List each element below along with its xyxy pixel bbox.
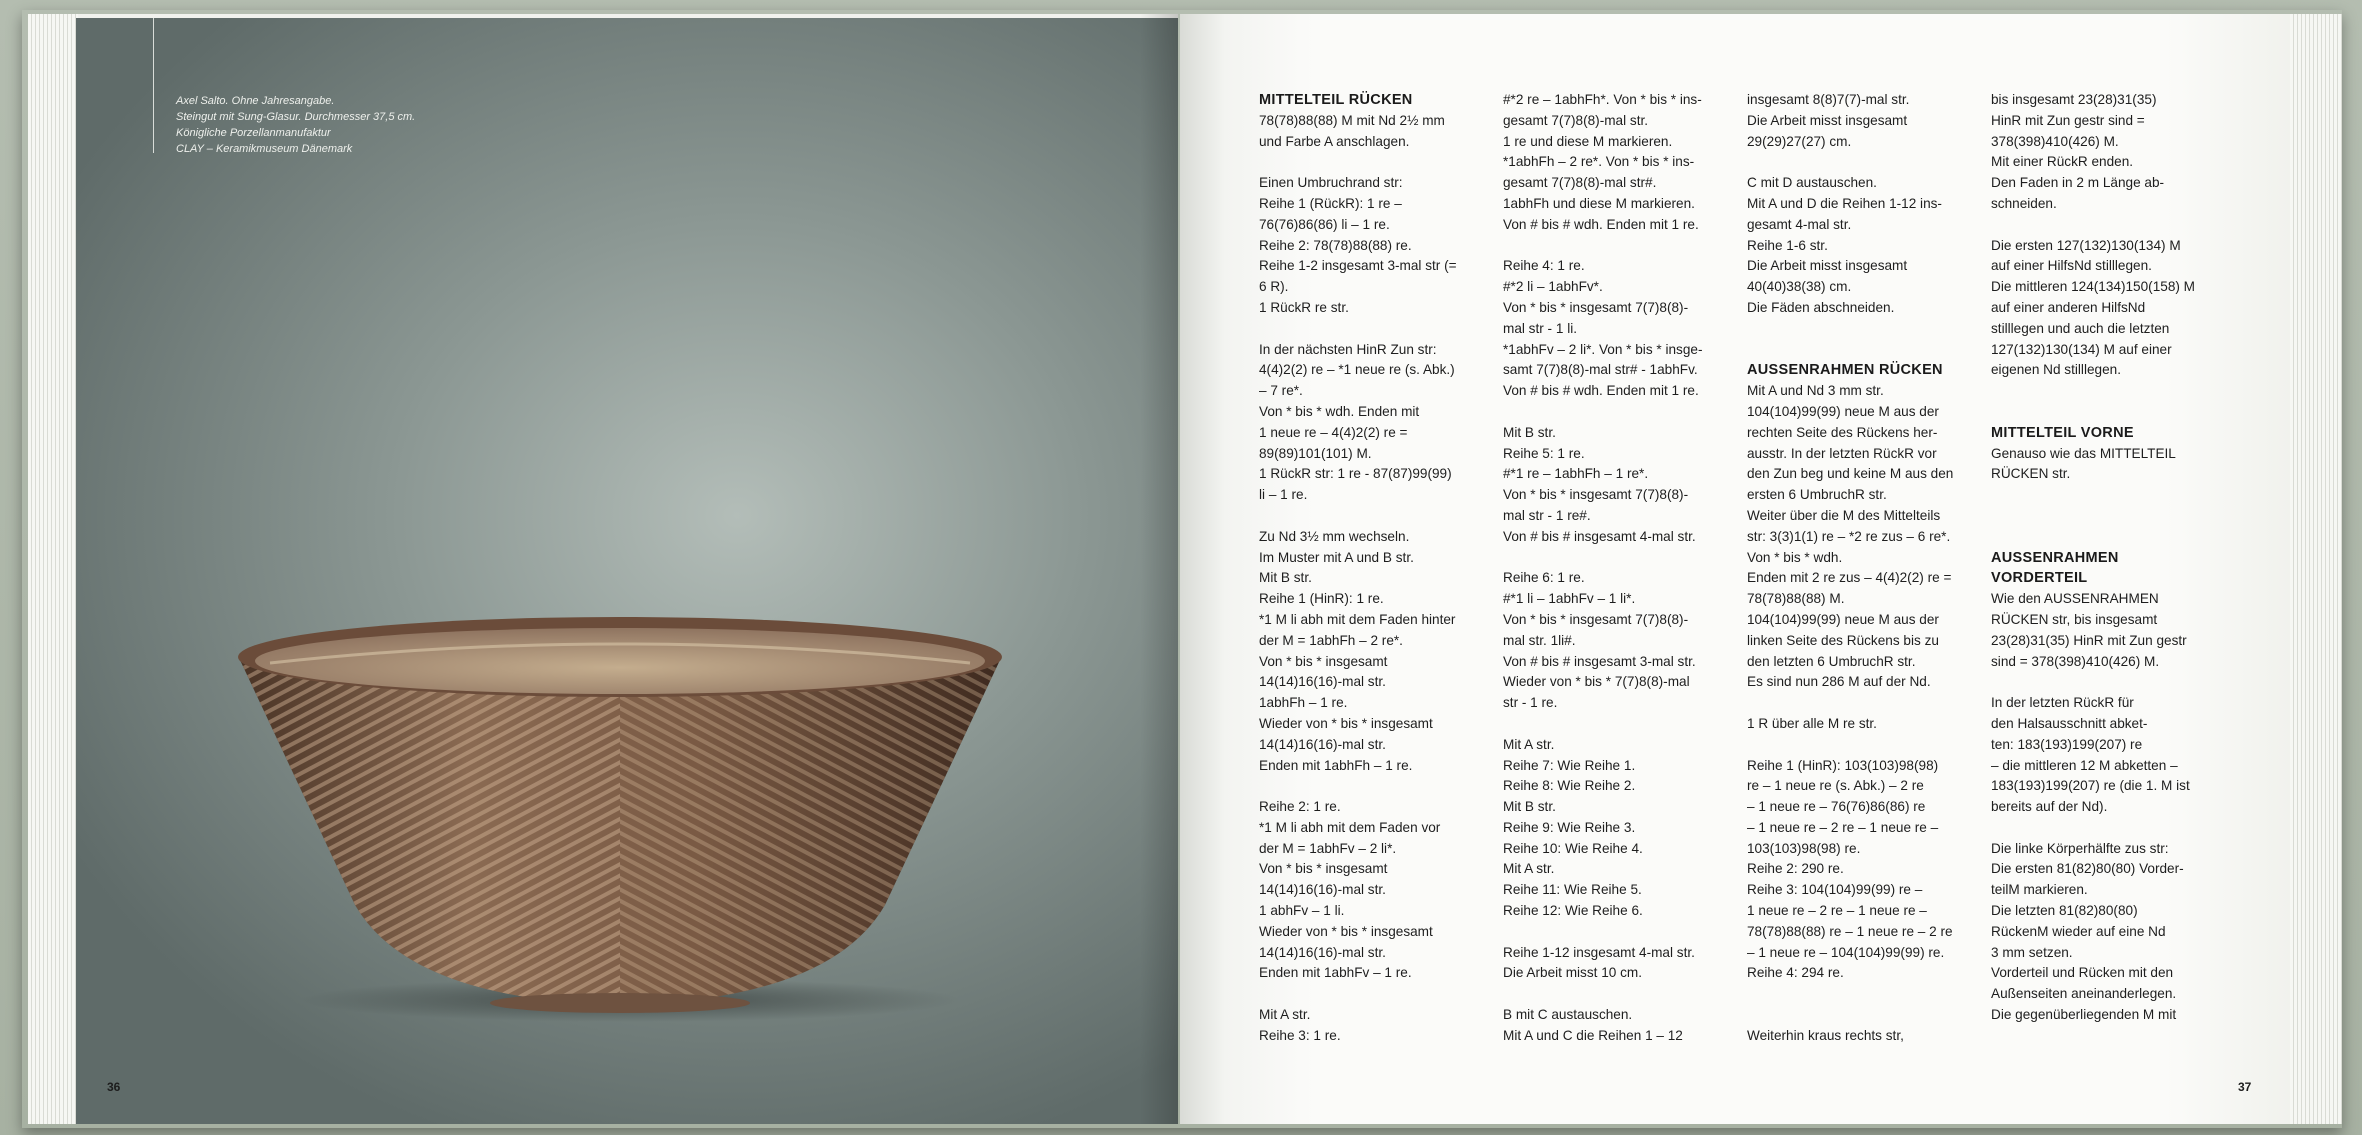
text-line: eigenen Nd stilllegen. (1991, 362, 2121, 378)
blank-line (1991, 215, 2195, 236)
text-line: – die mittleren 12 M abketten – (1991, 757, 2178, 773)
text-line: der M = 1abhFv – 2 li*. (1259, 840, 1397, 856)
section-heading: MITTELTEIL RÜCKEN (1259, 92, 1413, 108)
text-line: Reihe 1-6 str. (1747, 237, 1828, 253)
text-line: den letzten 6 UmbruchR str. (1747, 653, 1916, 669)
text-line: 1 RückR str: 1 re - 87(87)99(99) (1259, 466, 1452, 482)
blank-line (1503, 236, 1703, 257)
text-line: str: 3(3)1(1) re – *2 re zus – 6 re*. (1747, 528, 1951, 544)
text-line: In der letzten RückR für (1991, 695, 2134, 711)
text-line: 1 neue re – 4(4)2(2) re = (1259, 424, 1408, 440)
text-line: *1 M li abh mit dem Faden hinter (1259, 611, 1456, 627)
text-line: Wieder von * bis * insgesamt (1259, 923, 1433, 939)
text-line: Von # bis # wdh. Enden mit 1 re. (1503, 216, 1699, 232)
gutter-shadow (1140, 14, 1178, 1124)
ceramic-bowl-image (230, 605, 1010, 1025)
text-line: Von # bis # insgesamt 3-mal str. (1503, 653, 1696, 669)
blank-line (1991, 506, 2195, 527)
text-line: #*2 li – 1abhFv*. (1503, 279, 1603, 295)
text-line: Reihe 4: 1 re. (1503, 258, 1585, 274)
text-line: #*1 li – 1abhFv – 1 li*. (1503, 591, 1636, 607)
blank-line (1991, 818, 2195, 839)
text-line: re – 1 neue re (s. Abk.) – 2 re (1747, 778, 1924, 794)
section-heading: AUSSENRAHMEN (1991, 549, 2119, 566)
text-line: 78(78)88(88) M mit Nd 2½ mm (1259, 112, 1445, 128)
blank-line (1503, 984, 1703, 1005)
text-line: Reihe 8: Wie Reihe 2. (1503, 778, 1636, 794)
text-line: 3 mm setzen. (1991, 944, 2073, 960)
text-line: 104(104)99(99) neue M aus der (1747, 403, 1939, 419)
text-line: Reihe 9: Wie Reihe 3. (1503, 819, 1636, 835)
text-line: 14(14)16(16)-mal str. (1259, 736, 1386, 752)
text-line: str - 1 re. (1503, 695, 1558, 711)
text-line: bereits auf der Nd). (1991, 799, 2108, 815)
text-line: *1abhFh – 2 re*. Von * bis * ins- (1503, 154, 1695, 170)
text-column-2 (1503, 90, 1703, 1047)
section-heading: VORDERTEIL (1991, 570, 2088, 587)
text-line: RÜCKEN str. (1991, 466, 2071, 482)
text-line: – 1 neue re – 76(76)86(86) re (1747, 799, 1926, 815)
text-line: gesamt 7(7)8(8)-mal str#. (1503, 175, 1657, 191)
blank-line (1747, 340, 1953, 361)
text-line: 23(28)31(35) HinR mit Zun gestr (1991, 632, 2187, 648)
text-line: Die Arbeit misst insgesamt (1747, 258, 1908, 274)
text-line: In der nächsten HinR Zun str: (1259, 341, 1437, 357)
text-line: Von * bis * insgesamt (1259, 653, 1388, 669)
blank-line (1503, 714, 1703, 735)
text-line: 1 RückR re str. (1259, 299, 1349, 315)
text-line: Reihe 3: 104(104)99(99) re – (1747, 882, 1923, 898)
text-line: Genauso wie das MITTELTEIL (1991, 445, 2176, 461)
text-line: 1abhFh und diese M markieren. (1503, 195, 1695, 211)
blank-line (1259, 506, 1457, 527)
text-line: Den Faden in 2 m Länge ab- (1991, 175, 2165, 191)
text-line: Weiter über die M des Mittelteils (1747, 507, 1941, 523)
blank-line (1503, 922, 1703, 943)
text-line: Die Arbeit misst 10 cm. (1503, 965, 1642, 981)
text-line: Reihe 10: Wie Reihe 4. (1503, 840, 1643, 856)
text-line: Reihe 6: 1 re. (1503, 570, 1585, 586)
text-line: 76(76)86(86) li – 1 re. (1259, 216, 1390, 232)
blank-line (1259, 319, 1457, 340)
text-line: mal str. 1li#. (1503, 632, 1576, 648)
text-line: bis insgesamt 23(28)31(35) (1991, 92, 2157, 107)
blank-line (1503, 548, 1703, 569)
text-line: Reihe 11: Wie Reihe 5. (1503, 882, 1642, 898)
text-line: Vorderteil und Rücken mit den (1991, 965, 2174, 981)
text-line: ausstr. In der letzten RückR vor (1747, 445, 1937, 461)
page-number: 37 (2238, 1080, 2252, 1094)
text-line: 78(78)88(88) M. (1747, 591, 1845, 607)
blank-line (1991, 485, 2195, 506)
text-line: Die Arbeit misst insgesamt (1747, 112, 1908, 128)
caption-line: Königliche Porzellanmanufaktur (176, 127, 331, 139)
text-line: ten: 183(193)199(207) re (1991, 736, 2143, 752)
text-line: Mit A und C die Reihen 1 – 12 (1503, 1027, 1683, 1043)
caption-line: Steingut mit Sung-Glasur. Durchmesser 37,5 cm. (176, 111, 416, 123)
page-number: 36 (107, 1080, 121, 1094)
text-line: Mit B str. (1503, 799, 1556, 815)
text-line: Die linke Körperhälfte zus str: (1991, 840, 2169, 856)
text-line: Im Muster mit A und B str. (1259, 549, 1414, 565)
text-line: Von # bis # wdh. Enden mit 1 re. (1503, 383, 1699, 399)
text-line: Es sind nun 286 M auf der Nd. (1747, 674, 1931, 690)
blank-line (1747, 735, 1953, 756)
text-line: gesamt 4-mal str. (1747, 216, 1852, 232)
text-line: Enden mit 1abhFh – 1 re. (1259, 757, 1413, 773)
text-line: schneiden. (1991, 195, 2057, 211)
text-line: 127(132)130(134) M auf einer (1991, 341, 2172, 357)
text-line: C mit D austauschen. (1747, 175, 1877, 191)
blank-line (1259, 152, 1457, 173)
text-line: li – 1 re. (1259, 487, 1308, 503)
blank-line (1747, 152, 1953, 173)
text-line: Von * bis * insgesamt 7(7)8(8)- (1503, 299, 1689, 315)
text-line: Reihe 4: 294 re. (1747, 965, 1844, 981)
text-line: Reihe 2: 290 re. (1747, 861, 1844, 877)
text-line: Reihe 5: 1 re. (1503, 445, 1585, 461)
text-line: 6 R). (1259, 279, 1289, 295)
text-line: gesamt 7(7)8(8)-mal str. (1503, 112, 1649, 128)
text-line: Reihe 2: 78(78)88(88) re. (1259, 237, 1412, 253)
text-line: sind = 378(398)410(426) M. (1991, 653, 2160, 669)
text-line: der M = 1abhFh – 2 re*. (1259, 632, 1403, 648)
text-line: und Farbe A anschlagen. (1259, 133, 1410, 149)
text-line: RÜCKEN str, bis insgesamt (1991, 611, 2158, 627)
text-line: 4(4)2(2) re – *1 neue re (s. Abk.) (1259, 362, 1455, 378)
text-line: Die letzten 81(82)80(80) (1991, 903, 2138, 919)
text-line: Außenseiten aneinanderlegen. (1991, 986, 2177, 1002)
text-line: auf einer HilfsNd stilllegen. (1991, 258, 2152, 274)
text-line: samt 7(7)8(8)-mal str# - 1abhFv. (1503, 362, 1698, 378)
blank-line (1503, 402, 1703, 423)
text-line: B mit C austauschen. (1503, 1007, 1633, 1023)
text-line: Wie den AUSSENRAHMEN (1991, 591, 2159, 607)
blank-line (1747, 1005, 1953, 1026)
text-line: insgesamt 8(8)7(7)-mal str. (1747, 92, 1910, 107)
text-line: HinR mit Zun gestr sind = (1991, 112, 2145, 128)
text-column-3 (1747, 90, 1953, 1047)
page-edges-left (28, 14, 78, 1124)
blank-line (1259, 776, 1457, 797)
text-line: Enden mit 1abhFv – 1 re. (1259, 965, 1412, 981)
text-line: Mit B str. (1259, 570, 1312, 586)
text-line: rechten Seite des Rückens her- (1747, 424, 1938, 440)
text-line: Von * bis * insgesamt 7(7)8(8)- (1503, 611, 1689, 627)
text-line: Einen Umbruchrand str: (1259, 175, 1403, 191)
text-line: mal str - 1 li. (1503, 320, 1578, 336)
caption-line: Axel Salto. Ohne Jahresangabe. (176, 95, 335, 107)
text-line: Die gegenüberliegenden M mit (1991, 1007, 2177, 1023)
text-line: – 1 neue re – 104(104)99(99) re. (1747, 944, 1945, 960)
text-line: 89(89)101(101) M. (1259, 445, 1372, 461)
text-line: Reihe 1 (HinR): 1 re. (1259, 591, 1384, 607)
text-line: Mit B str. (1503, 424, 1556, 440)
text-column-1 (1259, 90, 1457, 1047)
text-line: Mit A und D die Reihen 1-12 ins- (1747, 195, 1942, 211)
text-line: Mit einer RückR enden. (1991, 154, 2134, 170)
text-line: 14(14)16(16)-mal str. (1259, 674, 1386, 690)
text-line: 1 re und diese M markieren. (1503, 133, 1673, 149)
text-line: Von * bis * insgesamt (1259, 861, 1388, 877)
text-line: Reihe 1 (RückR): 1 re – (1259, 195, 1402, 211)
text-line: 1 neue re – 2 re – 1 neue re – (1747, 903, 1927, 919)
blank-line (1747, 984, 1953, 1005)
text-line: 14(14)16(16)-mal str. (1259, 944, 1386, 960)
text-line: Weiterhin kraus rechts str, (1747, 1027, 1904, 1043)
text-line: Reihe 2: 1 re. (1259, 799, 1341, 815)
blank-line (1747, 319, 1953, 340)
text-line: RückenM wieder auf eine Nd (1991, 923, 2166, 939)
blank-line (1991, 402, 2195, 423)
text-line: Wieder von * bis * insgesamt (1259, 715, 1433, 731)
page-edges-right (2290, 14, 2342, 1124)
blank-line (1991, 672, 2195, 693)
text-line: 14(14)16(16)-mal str. (1259, 882, 1386, 898)
text-line: Mit A str. (1259, 1007, 1311, 1023)
text-line: Die ersten 127(132)130(134) M (1991, 237, 2181, 253)
caption-line: CLAY – Keramikmuseum Dänemark (176, 143, 353, 155)
text-line: Die Fäden abschneiden. (1747, 299, 1895, 315)
blank-line (1747, 693, 1953, 714)
text-line: ersten 6 UmbruchR str. (1747, 487, 1887, 503)
section-heading: MITTELTEIL VORNE (1991, 424, 2134, 441)
photo-caption (176, 93, 596, 157)
text-line: stilllegen und auch die letzten (1991, 320, 2170, 336)
text-line: – 7 re*. (1259, 383, 1303, 399)
text-line: *1abhFv – 2 li*. Von * bis * insge- (1503, 341, 1703, 357)
text-line: 29(29)27(27) cm. (1747, 133, 1852, 149)
text-line: 1 abhFv – 1 li. (1259, 903, 1345, 919)
text-line: Mit A und Nd 3 mm str. (1747, 383, 1884, 399)
text-line: #*2 re – 1abhFh*. Von * bis * ins- (1503, 92, 1702, 107)
bowl-photograph (76, 18, 1178, 1124)
text-line: Von * bis * wdh. (1747, 549, 1843, 565)
text-line: – 1 neue re – 2 re – 1 neue re – (1747, 819, 1939, 835)
text-line: den Halsausschnitt abket- (1991, 715, 2148, 731)
text-line: 1abhFh – 1 re. (1259, 695, 1348, 711)
text-line: 183(193)199(207) re (die 1. M ist (1991, 778, 2190, 794)
blank-line (1991, 381, 2195, 402)
text-line: teilM markieren. (1991, 882, 2088, 898)
text-line: Reihe 3: 1 re. (1259, 1027, 1341, 1043)
text-line: Von * bis * insgesamt 7(7)8(8)- (1503, 487, 1689, 503)
text-line: 104(104)99(99) neue M aus der (1747, 611, 1939, 627)
text-column-4 (1991, 90, 2195, 1026)
text-line: Enden mit 2 re zus – 4(4)2(2) re = (1747, 570, 1952, 586)
text-line: Reihe 1 (HinR): 103(103)98(98) (1747, 757, 1939, 773)
text-line: 378(398)410(426) M. (1991, 133, 2119, 149)
text-line: Reihe 7: Wie Reihe 1. (1503, 757, 1636, 773)
blank-line (1991, 527, 2195, 548)
text-line: den Zun beg und keine M aus den (1747, 466, 1954, 482)
text-line: Die mittleren 124(134)150(158) M (1991, 279, 2196, 295)
text-line: *1 M li abh mit dem Faden vor (1259, 819, 1441, 835)
text-line: Reihe 1-2 insgesamt 3-mal str (= (1259, 258, 1457, 274)
text-line: Die ersten 81(82)80(80) Vorder- (1991, 861, 2184, 877)
text-line: 103(103)98(98) re. (1747, 840, 1861, 856)
text-line: Von * bis * wdh. Enden mit (1259, 403, 1420, 419)
text-line: #*1 re – 1abhFh – 1 re*. (1503, 466, 1649, 482)
text-line: Mit A str. (1503, 736, 1555, 752)
text-line: Reihe 1-12 insgesamt 4-mal str. (1503, 944, 1695, 960)
caption-rule (153, 18, 154, 153)
text-line: Zu Nd 3½ mm wechseln. (1259, 528, 1410, 544)
text-line: mal str - 1 re#. (1503, 507, 1591, 523)
text-line: Reihe 12: Wie Reihe 6. (1503, 903, 1643, 919)
text-line: 40(40)38(38) cm. (1747, 279, 1852, 295)
text-line: 1 R über alle M re str. (1747, 715, 1877, 731)
text-line: 78(78)88(88) re – 1 neue re – 2 re (1747, 923, 1953, 939)
text-line: Mit A str. (1503, 861, 1555, 877)
text-line: Wieder von * bis * 7(7)8(8)-mal (1503, 674, 1690, 690)
text-line: auf einer anderen HilfsNd (1991, 299, 2146, 315)
text-line: linken Seite des Rückens bis zu (1747, 632, 1939, 648)
blank-line (1259, 984, 1457, 1005)
text-line: Von # bis # insgesamt 4-mal str. (1503, 528, 1696, 544)
section-heading: AUSSENRAHMEN RÜCKEN (1747, 362, 1943, 379)
